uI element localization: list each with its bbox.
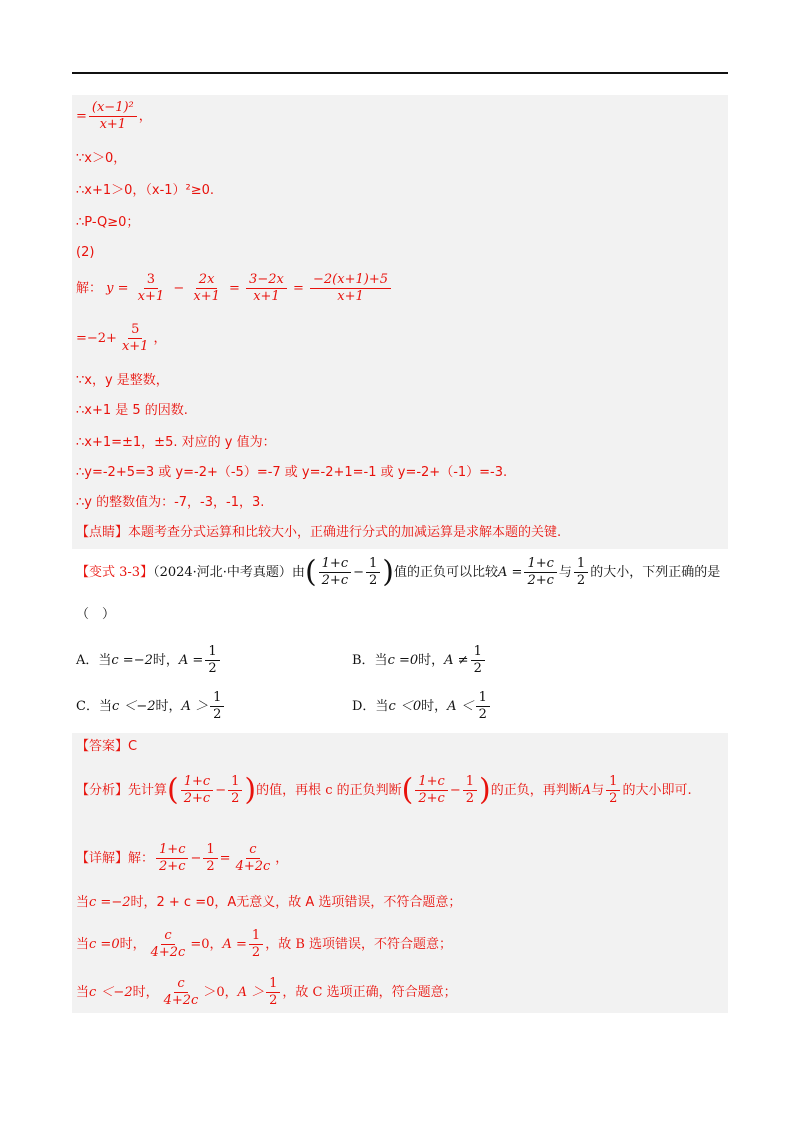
option-a[interactable]: A．当c =−2时，A = $\frac{1}{2}$ <box>76 644 222 677</box>
p1-line3: ∴x+1＞0，（x-1）²≥0. <box>76 183 215 198</box>
detail-r1: 当c =−2时，2 + c =0，A无意义，故 A 选项错误，不符合题意； <box>76 895 462 910</box>
detail-r2: 当c =0时， $\frac{c}{4+2c}$ =0，A = $\frac{1}{2}$ ，故 B 选项错误，不符合题意； <box>76 928 453 960</box>
answer-line: 【答案】C <box>76 739 138 754</box>
p2-l3: ∴x+1=±1，±5. 对应的 y 值为： <box>76 435 276 450</box>
p2-l2: ∴x+1 是 5 的因数. <box>76 403 188 418</box>
analysis-line: 【分析】先计算( $\frac{1+c}{2+c}$ − $\frac{1}{2}$ )的值，再根 c 的正负判断( $\frac{1+c}{2+c}$ − $\frac{1}{2}$ )的正负，再判断A与 $\frac{1}{2}$ 的大小即可. <box>76 772 692 808</box>
p1-line1: = $\frac{\text{(x−1)²}}{x+1}$ ， <box>76 100 152 132</box>
p2-l5: ∴y 的整数值为：-7，-3，-1，3. <box>76 495 265 510</box>
p2-l1: ∵x，y 是整数， <box>76 373 169 388</box>
question-blank: （ ） <box>76 607 116 622</box>
p2-equation-b: =−2+ $\frac{5}{x+1}$ ， <box>76 322 167 354</box>
option-c[interactable]: C．当c ＜−2时，A ＞ $\frac{1}{2}$ <box>76 690 226 723</box>
p1-line4: ∴P-Q≥0； <box>76 215 140 230</box>
top-rule <box>72 72 728 74</box>
option-d[interactable]: D．当c ＜0时，A ＜ $\frac{1}{2}$ <box>352 690 492 723</box>
p2-equation: 解： y = $\frac{3}{x+1}$ − $\frac{2x}{x+1}$ = $\frac{3-2x}{x+1}$ = $\frac{-2(x+1)+5}{x+1}$ <box>76 272 393 305</box>
question-stem: 【变式 3-3】（2024·河北·中考真题）由( $\frac{1+c}{2+c}$ − $\frac{1}{2}$ )值的正负可以比较A = $\frac{1+c}{2+c}$ 与 $\frac{1}{2}$ 的大小，下列正确的是 <box>76 554 721 590</box>
detail-line: 【详解】解： $\frac{1+c}{2+c}$ − $\frac{1}{2}$ = $\frac{c}{4+2c}$ ， <box>76 842 289 874</box>
p1-line2: ∵x＞0， <box>76 151 127 166</box>
p2-label: (2) <box>76 245 95 260</box>
detail-r3: 当c ＜−2时， $\frac{c}{4+2c}$ ＞0，A ＞ $\frac{1}{2}$ ，故 C 选项正确，符合题意； <box>76 976 457 1008</box>
note-line: 【点睛】本题考查分式运算和比较大小，正确进行分式的加减运算是求解本题的关键. <box>76 525 562 540</box>
p2-l4: ∴y=-2+5=3 或 y=-2+（-5）=-7 或 y=-2+1=-1 或 y=-2+（-1）=-3. <box>76 465 508 480</box>
option-b[interactable]: B．当c =0时，A ≠ $\frac{1}{2}$ <box>352 644 487 677</box>
